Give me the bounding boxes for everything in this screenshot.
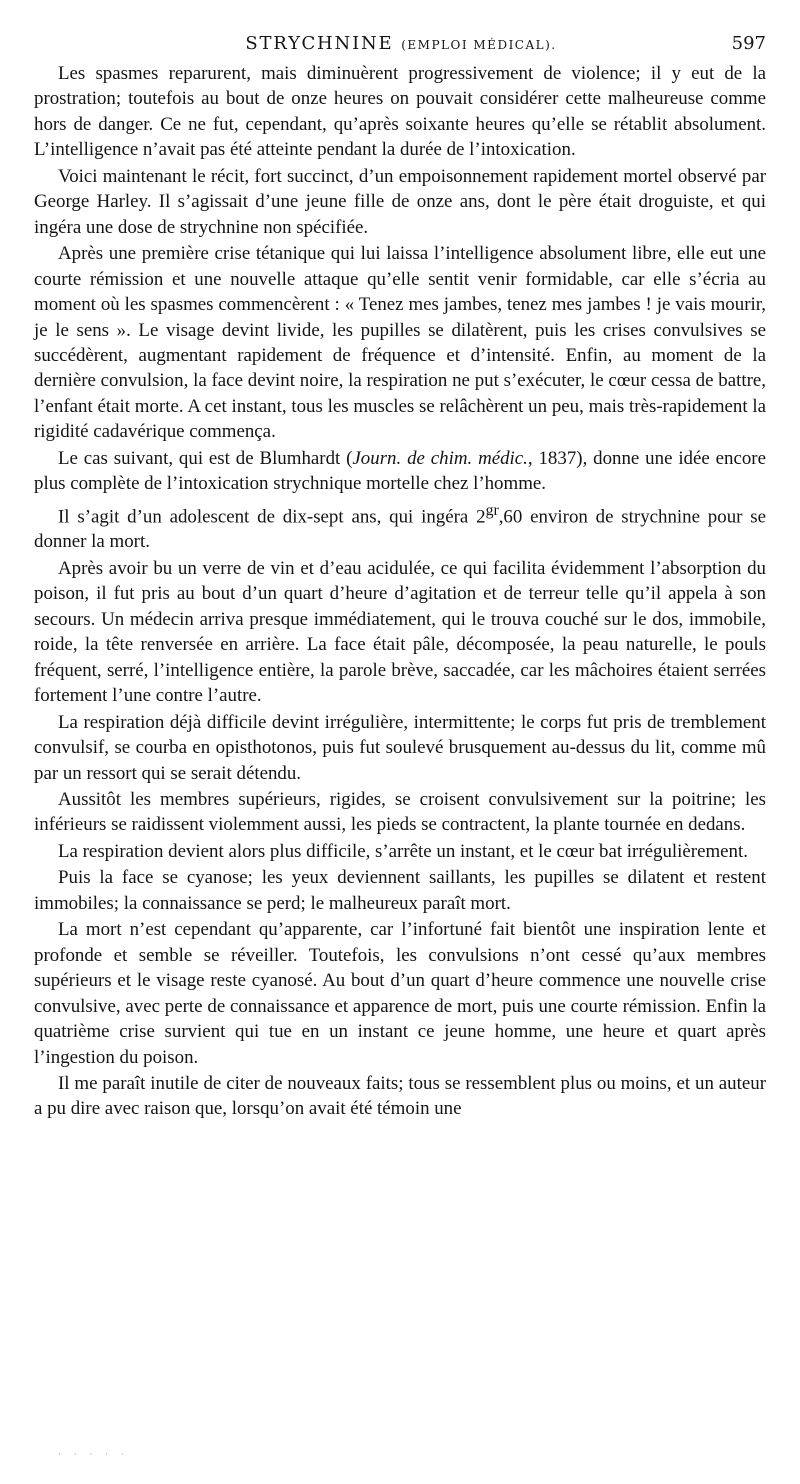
paragraph-9: La respiration devient alors plus difficile, s’arrête un instant, et le cœur bat irrégulièrement. — [58, 840, 748, 862]
running-header — [34, 32, 768, 56]
paragraph-6: Après avoir bu un verre de vin et d’eau acidulée, ce qui facilita évidemment l’absorption du poison, il fut pris au bout d’un quart d’heure d’agitation et de terreur telle qu’il appela à son secours. Un médecin arriva presque immédiatement, qui le trouva couché sur le dos, immobile, roide, la tête renversée en arrière. La face était pâle, décomposée, la peau naturelle, le pouls fréquent, serré, l’intelligence entière, la parole brève, saccadée, car les mâchoires étaient serrées fortement l’une contre l’autre. — [34, 557, 766, 707]
paragraph-7: La respiration déjà difficile devint irrégulière, intermittente; le corps fut pris de tremblement convulsif, se courba en opisthotonos, puis fut soulevé brusquement au-dessus du lit, comme mû par un ressort qui se serait détendu. — [34, 711, 766, 784]
header-main-title: STRYCHNINE — [245, 33, 394, 54]
body-text — [34, 61, 766, 1123]
paragraph-5-unit-superscript: gr — [485, 501, 499, 519]
header-subtitle: (EMPLOI MÉDICAL). — [401, 38, 557, 52]
paragraph-5 — [34, 498, 766, 555]
paragraph-4 — [34, 446, 766, 497]
page-number: 597 — [731, 33, 766, 54]
paragraph-12: Il me paraît inutile de citer de nouveaux faits; tous se ressemblent plus ou moins, et un auteur a pu dire avec raison que, lorsqu’on avait été témoin une — [34, 1072, 766, 1120]
paragraph-10: Puis la face se cyanose; les yeux deviennent saillants, les pupilles se dilatent et restent immobiles; la connaissance se perd; le malheureux paraît mort. — [34, 867, 766, 914]
paragraph-3: Après une première crise tétanique qui lui laissa l’intelligence absolument libre, elle eut une courte rémission et une nouvelle attaque qu’elle sentit venir formidable, car elle s’écria au moment où les spasmes commencèrent : « Tenez mes jambes, tenez mes jambes ! je vais mourir, je le sens ». Le visage devint livide, les pupilles se dilatèrent, puis les crises convulsives se succédèrent, augmentant rapidement de fréquence et d’intensité. Enfin, au moment de la dernière convulsion, la face devint noire, la respiration ne put s’exécuter, le cœur cessa de battre, l’enfant était morte. A cet instant, tous les muscles se relâchèrent un peu, mais très-rapidement la rigidité cadavérique commença. — [34, 243, 766, 443]
scan-dust-marks: · · · · · — [58, 1450, 129, 1460]
paragraph-4-journal-title: Journ. de chim. médic. — [352, 447, 528, 469]
header-title — [34, 32, 768, 57]
paragraph-5-before: Il s’agit d’un adolescent de dix-sept ans, qui ingéra 2 — [58, 506, 486, 527]
paragraph-1: Les spasmes reparurent, mais diminuèrent progressivement de violence; il y eut de la prostration; toutefois au bout de onze heures on pouvait considérer cette malheureuse comme hors de danger. Ce ne fut, cependant, qu’après soixante heures qu’elle se rétablit absolument. L’intelligence n’avait pas été atteinte pendant la durée de l’intoxication. — [34, 63, 766, 161]
paragraph-2: Voici maintenant le récit, fort succinct, d’un empoisonnement rapidement mortel observé par George Harley. Il s’agissait d’une jeune fille de onze ans, dont le père était droguiste, et qui ingéra une dose de strychnine non spécifiée. — [34, 165, 766, 238]
paragraph-4-after: , 1837), donne une idée encore plus complète de l’intoxication strychnique mortelle chez l’homme. — [34, 447, 766, 495]
paragraph-11: La mort n’est cependant qu’apparente, car l’infortuné fait bientôt une inspiration lente et profonde et semble se réveiller. Toutefois, les convulsions n’ont cessé qu’aux membres supérieurs et le visage reste cyanosé. Au bout d’un quart d’heure commence une nouvelle crise convulsive, avec perte de connaissance et apparence de mort, puis une courte rémission. Enfin la quatrième crise survient qui tue en un instant ce jeune homme, une heure et quart après l’ingestion du poison. — [34, 919, 766, 1068]
paragraph-4-before: Le cas suivant, qui est de Blumhardt ( — [58, 447, 353, 469]
paragraph-8: Aussitôt les membres supérieurs, rigides, se croisent convulsivement sur la poitrine; les inférieurs se raidissent violemment aussi, les pieds se contractent, la plante tournée en dedans. — [34, 788, 766, 836]
paragraph-5-after: ,60 environ de strychnine pour se donner la mort. — [34, 506, 766, 553]
